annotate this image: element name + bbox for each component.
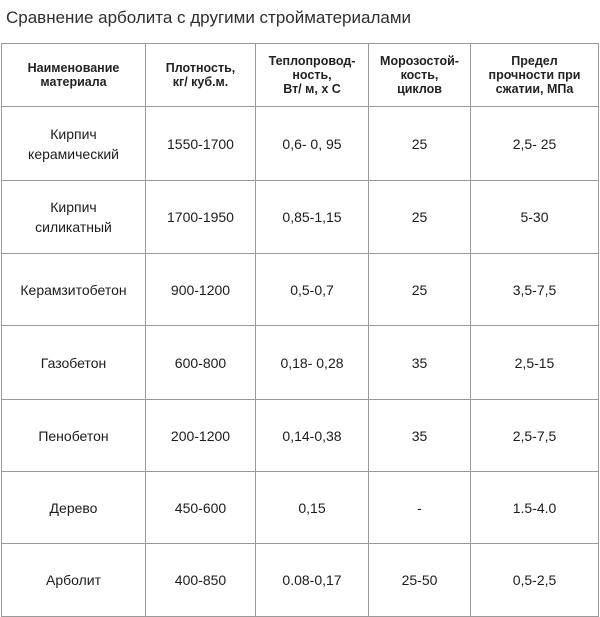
- page-title: Сравнение арболита с другими стройматериалами: [6, 8, 412, 27]
- cell-material-name: Керамзитобетон: [2, 254, 146, 326]
- cell-frost-resistance: 35: [369, 400, 471, 472]
- cell-compressive-strength: 2,5- 25: [471, 107, 599, 181]
- cell-thermal-conductivity: 0,18- 0,28: [256, 326, 369, 400]
- cell-density: 450-600: [146, 472, 256, 544]
- cell-material-name: Дерево: [2, 472, 146, 544]
- cell-thermal-conductivity: 0.08-0,17: [256, 544, 369, 617]
- table-row: [2, 472, 599, 544]
- header-density: Плотность, кг/ куб.м.: [146, 44, 256, 107]
- table-row: [2, 181, 599, 254]
- table-row: [2, 326, 599, 400]
- cell-density: 1700-1950: [146, 181, 256, 254]
- cell-compressive-strength: 1.5-4.0: [471, 472, 599, 544]
- cell-thermal-conductivity: 0,14-0,38: [256, 400, 369, 472]
- cell-density: 900-1200: [146, 254, 256, 326]
- cell-density: 600-800: [146, 326, 256, 400]
- cell-density: 200-1200: [146, 400, 256, 472]
- cell-compressive-strength: 0,5-2,5: [471, 544, 599, 617]
- cell-compressive-strength: 3,5-7,5: [471, 254, 599, 326]
- table-header-row: [2, 44, 599, 107]
- cell-material-name: Кирпич силикатный: [2, 181, 146, 254]
- table-row: [2, 544, 599, 617]
- cell-material-name: Газобетон: [2, 326, 146, 400]
- cell-thermal-conductivity: 0,15: [256, 472, 369, 544]
- cell-compressive-strength: 2,5-7,5: [471, 400, 599, 472]
- cell-density: 1550-1700: [146, 107, 256, 181]
- materials-comparison-table: [1, 43, 599, 617]
- table-row: [2, 254, 599, 326]
- table-row: [2, 400, 599, 472]
- cell-thermal-conductivity: 0,6- 0, 95: [256, 107, 369, 181]
- header-compressive-strength: Предел прочности при сжатии, МПа: [471, 44, 599, 107]
- cell-thermal-conductivity: 0,85-1,15: [256, 181, 369, 254]
- cell-frost-resistance: 25: [369, 107, 471, 181]
- table-row: [2, 107, 599, 181]
- cell-frost-resistance: 25-50: [369, 544, 471, 617]
- header-thermal-conductivity: Теплопровод- ность, Вт/ м, х С: [256, 44, 369, 107]
- cell-material-name: Пенобетон: [2, 400, 146, 472]
- cell-frost-resistance: 35: [369, 326, 471, 400]
- cell-material-name: Арболит: [2, 544, 146, 617]
- header-material-name: Наименование материала: [2, 44, 146, 107]
- cell-material-name: Кирпич керамический: [2, 107, 146, 181]
- cell-compressive-strength: 2,5-15: [471, 326, 599, 400]
- header-frost-resistance: Морозостой- кость, циклов: [369, 44, 471, 107]
- cell-frost-resistance: -: [369, 472, 471, 544]
- cell-thermal-conductivity: 0,5-0,7: [256, 254, 369, 326]
- cell-frost-resistance: 25: [369, 181, 471, 254]
- cell-density: 400-850: [146, 544, 256, 617]
- cell-frost-resistance: 25: [369, 254, 471, 326]
- cell-compressive-strength: 5-30: [471, 181, 599, 254]
